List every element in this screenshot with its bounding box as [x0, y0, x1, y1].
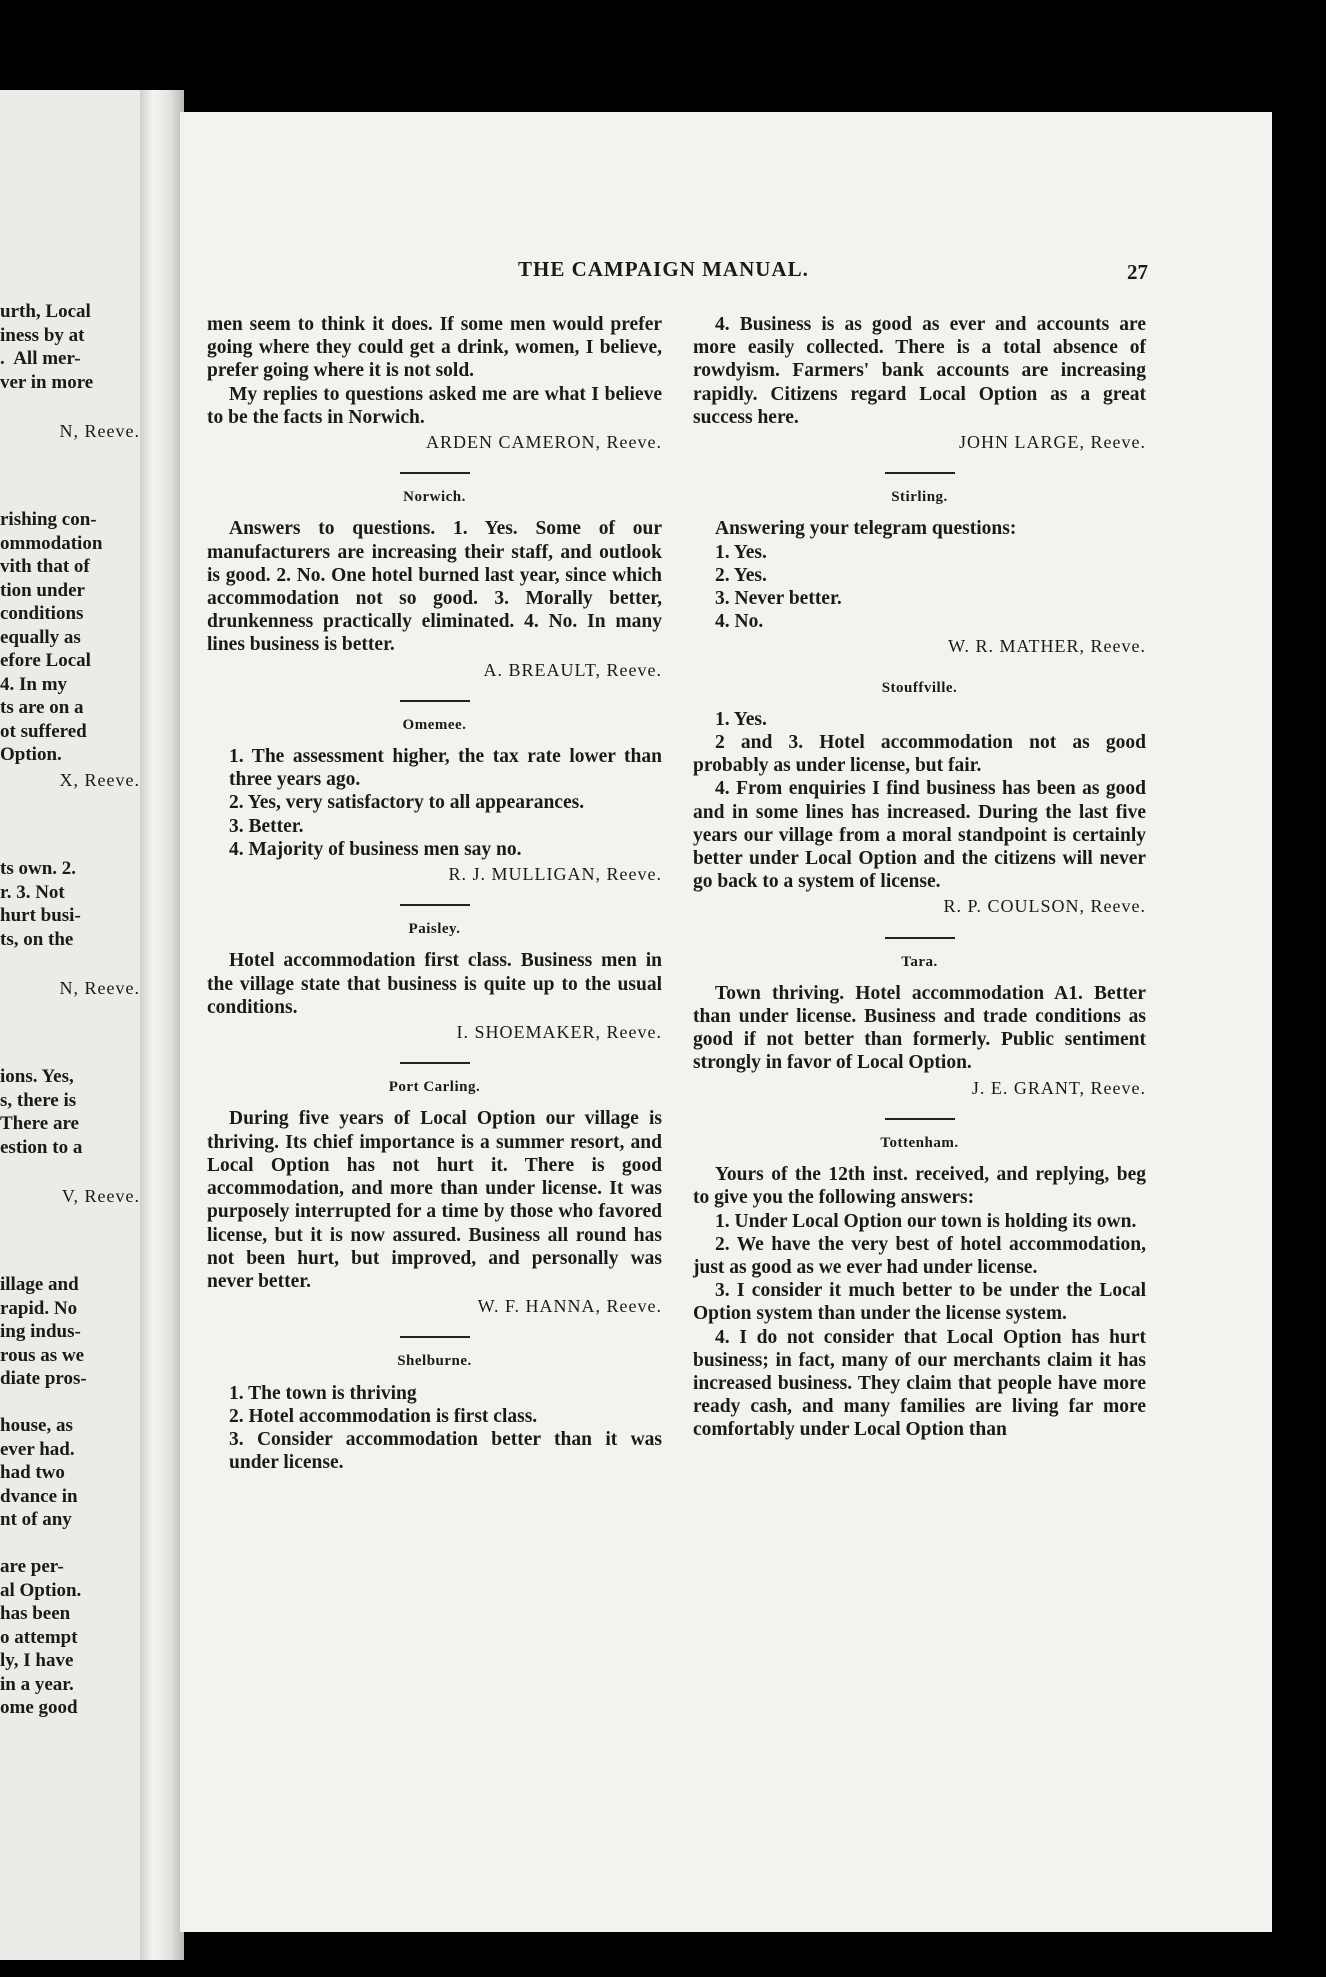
left-page-line: Option.: [0, 744, 62, 765]
left-page-line: rapid. No: [0, 1297, 78, 1319]
left-page-line: X, Reeve.: [59, 769, 140, 790]
signature: ARDEN CAMERON, Reeve.: [426, 432, 662, 453]
list-item: 3. Consider accommodation better than it was under license.: [229, 1428, 662, 1474]
left-page-line: There are: [0, 1113, 79, 1134]
left-page-line: ions. Yes,: [0, 1066, 74, 1087]
paragraph: My replies to questions asked me are what I believe to be the facts in Norwich.: [207, 383, 662, 428]
left-page-line: ts, on the: [0, 928, 74, 950]
left-page-line: hurt busi-: [0, 905, 81, 926]
left-page-line: ever had.: [0, 1438, 75, 1460]
left-page-line: ommodation: [0, 532, 103, 554]
paragraph: 2 and 3. Hotel accommodation not as good probably as under license, but fair.: [693, 732, 1146, 777]
left-page-line: equally as: [0, 626, 81, 648]
section-divider: [400, 472, 470, 474]
left-page-line: o attempt: [0, 1626, 78, 1648]
list-item: 4. Majority of business men say no.: [229, 838, 522, 860]
left-page-line: efore Local: [0, 650, 91, 671]
paragraph: Yours of the 12th inst. received, and replying, beg to give you the following answers:: [693, 1164, 1146, 1209]
paragraph: 4. Business is as good as ever and accounts are more easily collected. There is a total absence of rowdyism. Farmers' bank accounts are increasing rapidly. Citizens regard Local Option as a great success here.: [693, 314, 1146, 428]
left-page-line: tion under: [0, 579, 85, 601]
left-page-line: [0, 485, 140, 509]
paragraph: During five years of Local Option our village is thriving. Its chief importance is a summer resort, and Local Option has not hurt it. There is good accommodation, and more than under license. It was purposely interrupted for a time by those who favored license, but it is now assured. Business all round has not been hurt, but improved, and personally was never better.: [207, 1108, 662, 1292]
paragraph: 2. We have the very best of hotel accommodation, just as good as we ever had under license.: [693, 1233, 1146, 1278]
left-page-line: N, Reeve.: [59, 420, 140, 441]
running-head: THE CAMPAIGN MANUAL.: [518, 257, 809, 281]
section-divider: [885, 937, 955, 939]
list-item: 4. No.: [715, 611, 764, 633]
list-item: 3. Never better.: [715, 588, 842, 610]
signature: I. SHOEMAKER, Reeve.: [456, 1022, 662, 1043]
left-page-line: conditions: [0, 603, 84, 624]
list-item: 3. Better.: [229, 815, 304, 837]
section-heading: Stouffville.: [881, 679, 958, 696]
paragraph: 3. I consider it much better to be under the Local Option system than under the license system.: [693, 1280, 1146, 1325]
left-page-line: estion to a: [0, 1136, 83, 1158]
left-page-line: vith that of: [0, 556, 90, 577]
left-page-line: rous as we: [0, 1344, 85, 1366]
left-page-line: urth, Local: [0, 301, 91, 322]
signature: J. E. GRANT, Reeve.: [971, 1077, 1146, 1098]
left-page-line: [0, 1018, 140, 1042]
left-page-line: illage and: [0, 1274, 79, 1295]
left-page-line: nt of any: [0, 1509, 72, 1530]
left-page-line: [0, 1042, 140, 1066]
paragraph: 1. Yes.: [715, 708, 767, 730]
section-divider: [885, 472, 955, 474]
left-page-line: al Option.: [0, 1579, 82, 1601]
answer-list: [207, 745, 662, 861]
left-page-line: ome good: [0, 1697, 78, 1718]
paragraph: Answers to questions. 1. Yes. Some of our manufacturers are increasing their staff, and outlook is good. 2. No. One hotel burned last year, since which accommodation not so good. 3. Morally better, drunkenness practically eliminated. 4. No. In many lines business is better.: [207, 518, 662, 656]
section-heading: Norwich.: [403, 489, 466, 506]
left-page-line: has been: [0, 1603, 71, 1624]
paragraph: Hotel accommodation first class. Business men in the village state that business is quite up to the usual conditions.: [207, 950, 662, 1018]
column-1: [207, 313, 662, 1474]
page-number: 27: [1127, 260, 1148, 284]
section-heading: Tara.: [901, 953, 938, 970]
left-page-line: ly, I have: [0, 1650, 74, 1671]
signature: JOHN LARGE, Reeve.: [959, 432, 1146, 453]
paragraph: Answering your telegram questions:: [715, 518, 1017, 540]
left-page-line: ing indus-: [0, 1321, 81, 1342]
section-divider: [400, 904, 470, 906]
left-page-line: ts own. 2.: [0, 858, 77, 879]
section-heading: Port Carling.: [388, 1079, 481, 1096]
left-page-line: had two: [0, 1462, 65, 1483]
left-page-line: V, Reeve.: [61, 1185, 140, 1206]
section-heading: Paisley.: [408, 921, 461, 938]
left-page-line: dvance in: [0, 1485, 78, 1507]
section-heading: Stirling.: [891, 489, 948, 506]
list-item: 1. Yes.: [715, 541, 767, 563]
list-item: 2. Yes.: [715, 564, 767, 586]
left-page-line: diate pros-: [0, 1368, 87, 1389]
left-page-line: [0, 461, 140, 485]
section-divider: [885, 1118, 955, 1120]
signature: R. J. MULLIGAN, Reeve.: [448, 864, 662, 885]
section-divider: [400, 1062, 470, 1064]
left-page-line: iness by at: [0, 324, 85, 346]
section-divider: [400, 1336, 470, 1338]
list-item: 1. The town is thriving: [229, 1382, 417, 1404]
section-heading: Shelburne.: [397, 1353, 472, 1370]
left-page-line: [0, 1391, 140, 1415]
section-heading: Tottenham.: [880, 1134, 959, 1151]
left-page-line: . All mer-: [0, 348, 81, 369]
left-page-line: s, there is: [0, 1089, 77, 1111]
left-page-line: ot suffered: [0, 720, 87, 742]
left-page-line: [0, 1250, 140, 1274]
paragraph: men seem to think it does. If some men would prefer going where they could get a drink, women, I believe, prefer going where it is not sold.: [207, 314, 662, 382]
signature: W. R. MATHER, Reeve.: [948, 636, 1146, 657]
left-page-line: [0, 394, 140, 418]
left-page-line: [0, 951, 140, 975]
paragraph: Town thriving. Hotel accommodation A1. Better than under license. Business and trade conditions as good if not better than formerly. Public sentiment strongly in favor of Local Option.: [693, 982, 1146, 1074]
section-divider: [400, 700, 470, 702]
list-item: 2. Yes, very satisfactory to all appearances.: [229, 792, 585, 814]
left-page-line: are per-: [0, 1556, 64, 1577]
left-page-line: rishing con-: [0, 509, 97, 530]
left-page-line: house, as: [0, 1415, 73, 1436]
left-page-line: 4. In my: [0, 673, 68, 695]
signature: W. F. HANNA, Reeve.: [477, 1296, 662, 1317]
left-page-column: [0, 300, 140, 1720]
paragraph: 4. I do not consider that Local Option has hurt business; in fact, many of our merchants claim it has increased business. They claim that people have more ready cash, and many families are living far more comfortably under Local Option than: [693, 1326, 1146, 1441]
list-item: 1. The assessment higher, the tax rate lower than three years ago.: [229, 746, 662, 791]
left-page-line: [0, 1226, 140, 1250]
signature: A. BREAULT, Reeve.: [483, 659, 662, 680]
answer-list: [207, 1382, 662, 1475]
paragraph: 1. Under Local Option our town is holding its own.: [715, 1210, 1137, 1232]
column-2: [693, 313, 1146, 1442]
section-heading: Omemee.: [402, 716, 467, 733]
list-item: 2. Hotel accommodation is first class.: [229, 1405, 538, 1427]
left-page-line: r. 3. Not: [0, 881, 65, 903]
left-page-line: N, Reeve.: [59, 977, 140, 998]
signature: R. P. COULSON, Reeve.: [943, 896, 1146, 917]
answer-list: [693, 541, 1146, 634]
left-page-line: [0, 1532, 140, 1556]
left-page-line: ver in more: [0, 371, 94, 393]
book-gutter: [140, 90, 184, 1960]
left-page-line: [0, 810, 140, 834]
left-page-line: [0, 1159, 140, 1183]
left-page-line: in a year.: [0, 1673, 74, 1695]
left-page-line: ts are on a: [0, 697, 84, 718]
left-page-line: [0, 834, 140, 858]
paragraph: 4. From enquiries I find business has been as good and in some lines has increased. During the last five years our village from a moral standpoint is certainly better under Local Option and the citizens will never go back to a system of license.: [693, 778, 1146, 893]
